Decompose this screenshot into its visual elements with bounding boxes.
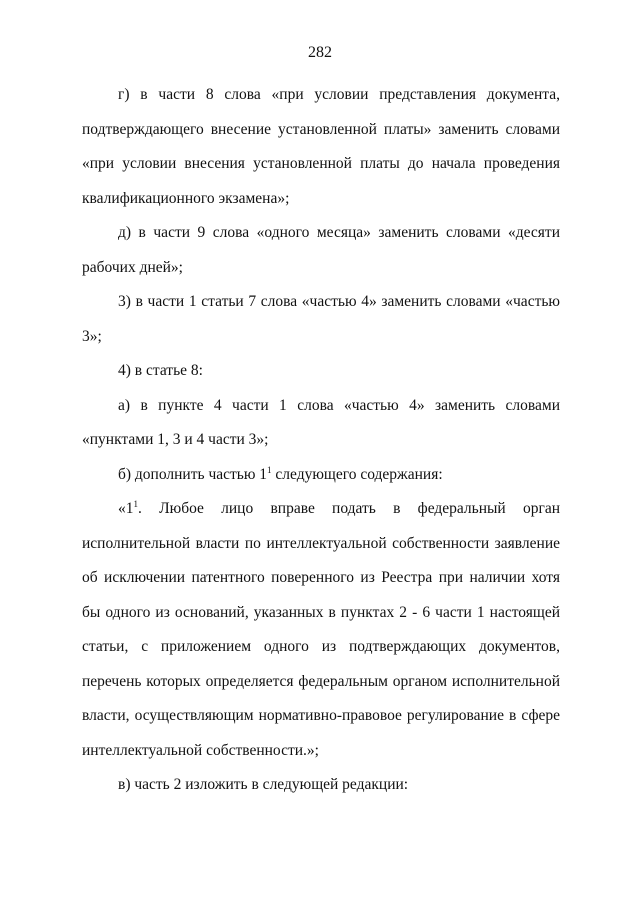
paragraph-b-superscript: 1 — [267, 464, 272, 475]
paragraph-quoted-part — [82, 492, 560, 768]
paragraph-b — [82, 458, 560, 493]
quoted-part-open: «1 — [118, 500, 134, 517]
document-body — [82, 78, 560, 803]
paragraph-v: в) часть 2 изложить в следующей редакции: — [118, 776, 409, 793]
paragraph-d: д) в части 9 слова «одного месяца» заменить словами «десяти рабочих дней»; — [82, 224, 560, 276]
paragraph-b-text-end: следующего содержания: — [271, 465, 443, 483]
quoted-part-text: . Любое лицо вправе подать в федеральный орган исполнительной власти по интеллектуальной собственности заявление об исключении патентного поверенного из Реестра при наличии хотя бы одного из оснований, указанных в пунктах 2 - 6 части 1 настоящей статьи, с приложением одного из подтверждающих документов, перечень которых определяется федеральным органом исполнительной власти, осуществляющим нормативно-правовое регулирование в сфере интеллектуальной собственности.»; — [82, 500, 560, 759]
paragraph-b-text: б) дополнить частью 1 — [118, 465, 268, 483]
paragraph-4: 4) в статье 8: — [118, 362, 203, 379]
paragraph-a: а) в пункте 4 части 1 слова «частью 4» заменить словами «пунктами 1, 3 и 4 части 3»; — [82, 396, 560, 448]
paragraph-3: 3) в части 1 статьи 7 слова «частью 4» заменить словами «частью 3»; — [82, 293, 560, 345]
paragraph-g: г) в части 8 слова «при условии представления документа, подтверждающего внесение установленной платы» заменить словами «при условии внесения установленной платы до начала проведения квалификационного экзамена»; — [82, 86, 560, 207]
page-number: 282 — [308, 44, 332, 61]
quoted-part-superscript: 1 — [133, 498, 138, 509]
